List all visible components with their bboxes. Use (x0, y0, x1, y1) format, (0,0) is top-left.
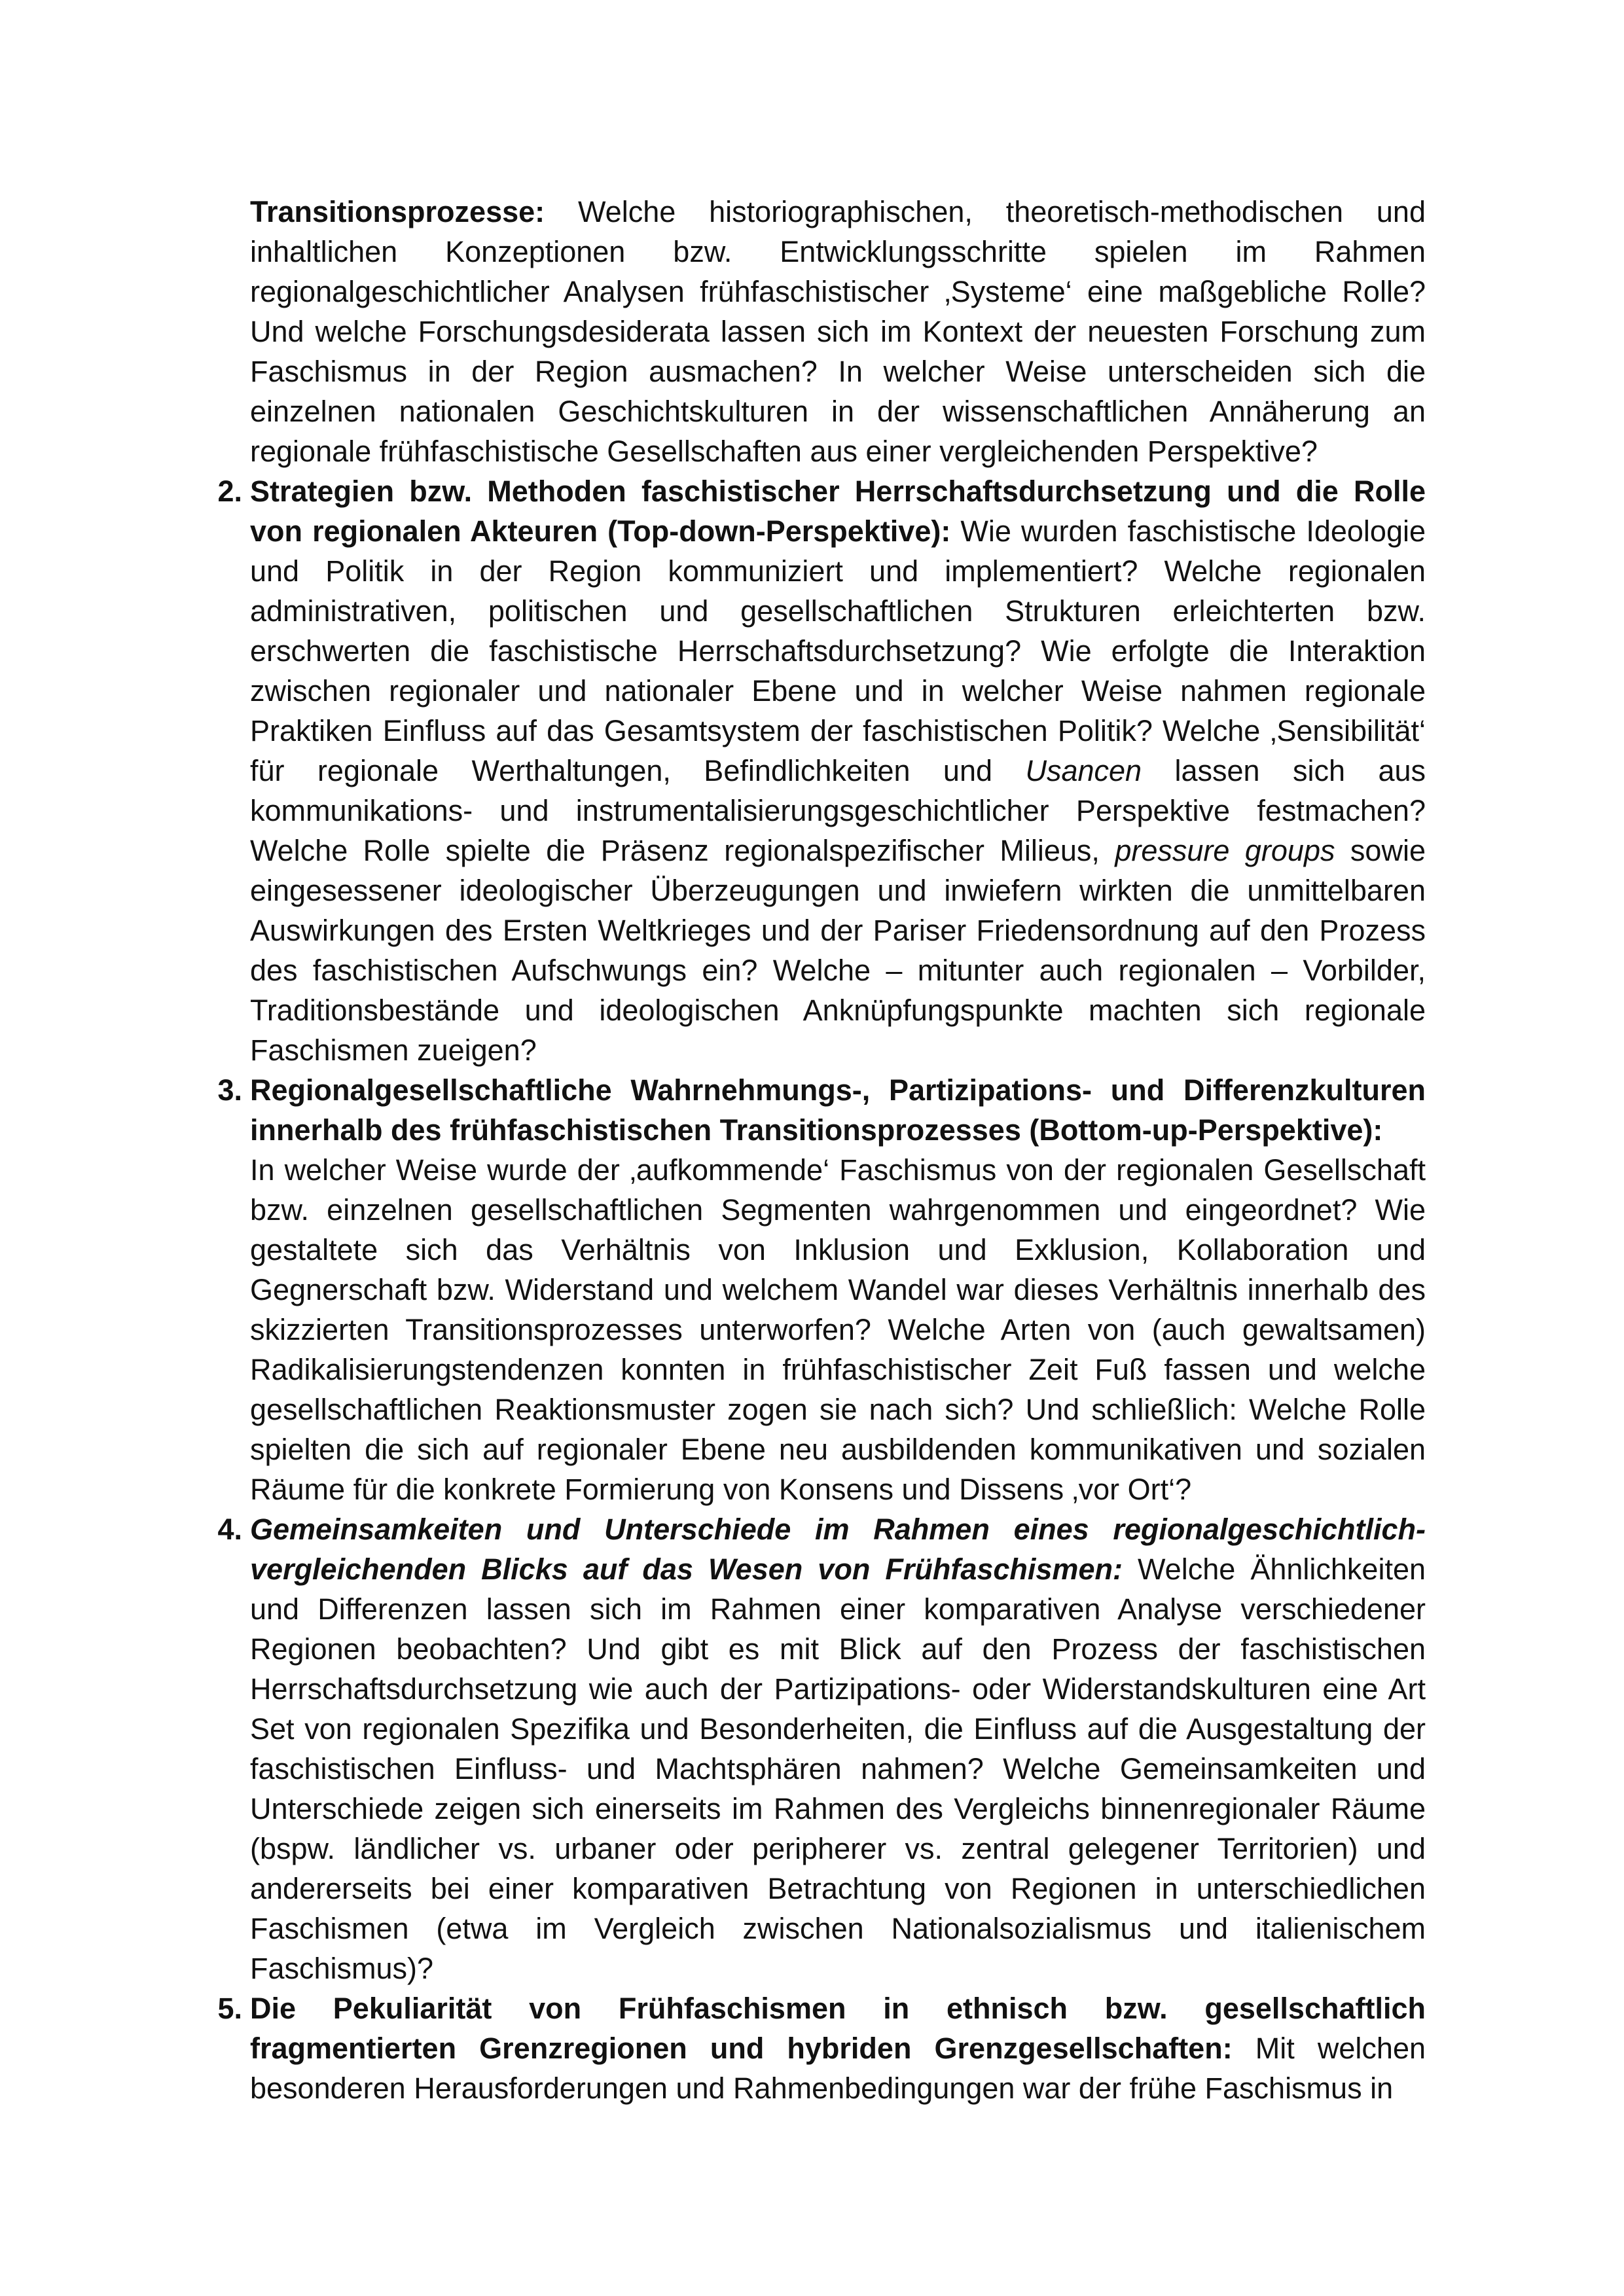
item-heading: Gemeinsamkeiten und Unterschiede im Rahmen eines regionalgeschichtlich-vergleichenden Blicks auf das Wesen von Frühfaschismen: (250, 1513, 1426, 1586)
item-body: Mit welchen besonderen Herausforderungen und Rahmenbedingungen war der frühe Faschismus in (250, 2032, 1426, 2105)
paragraph (250, 192, 1426, 471)
list-item-1-continuation (196, 192, 1426, 471)
item-body: Wie wurden faschistische Ideologie und Politik in der Region kommuniziert und implementiert? Welche regionalen administrativen, politischen und gesellschaftlichen Strukturen erleichterten bzw. erschwerten die faschistische Herrschaftsdurchsetzung? Wie erfolgte die Interaktion zwischen regionaler und nationaler Ebene und in welcher Weise nahmen regionale Praktiken Einfluss auf das Gesamtsystem der faschistischen Politik? Welche ‚Sensibilität‘ für regionale Werthaltungen, Befindlichkeiten und (250, 514, 1426, 787)
italic-term: pressure groups (1115, 834, 1335, 867)
list-number: 2. (217, 475, 242, 508)
item-heading: Die Pekuliarität von Frühfaschismen in ethnisch bzw. gesellschaftlich fragmentierten Grenzregionen und hybriden Grenzgesellschaften: (250, 1992, 1426, 2065)
list-item-2 (196, 471, 1426, 1070)
list-number: 3. (217, 1073, 242, 1107)
item-body: lassen sich aus kommunikations- und instrumentalisierungsgeschichtlicher Perspektive festmachen? Welche Rolle spielte die Präsenz regionalspezifischer Milieus, (250, 754, 1426, 867)
item-heading: Transitionsprozesse: (250, 195, 545, 228)
paragraph (250, 471, 1426, 1070)
item-body: In welcher Weise wurde der ‚aufkommende‘ Faschismus von der regionalen Gesellschaft bzw. einzelnen gesellschaftlichen Segmenten wahrgenommen und eingeordnet? Wie gestaltete sich das Verhältnis von Inklusion und Exklusion, Kollaboration und Gegnerschaft bzw. Widerstand und welchem Wandel war dieses Verhältnis innerhalb des skizzierten Transitionsprozesses unterworfen? Welche Arten von (auch gewaltsamen) Radikalisierungstendenzen konnten in frühfaschistischer Zeit Fuß fassen und welche gesellschaftlichen Reaktionsmuster zogen sie nach sich? Und schließlich: Welche Rolle spielten die sich auf regionaler Ebene neu ausbildenden kommunikativen und sozialen Räume für die konkrete Formierung von Konsens und Dissens ‚vor Ort‘? (250, 1153, 1426, 1506)
paragraph (250, 1988, 1426, 2108)
item-heading: Strategien bzw. Methoden faschistischer Herrschaftsdurchsetzung und die Rolle von regionalen Akteuren (Top-down-Perspektive): (250, 475, 1426, 548)
list-item-3 (196, 1070, 1426, 1509)
document-body (196, 192, 1426, 2108)
item-body: sowie eingesessener ideologischer Überzeugungen und inwiefern wirkten die unmittelbaren Auswirkungen des Ersten Weltkrieges und der Pariser Friedensordnung auf den Prozess des faschistischen Aufschwungs ein? Welche – mitunter auch regionalen – Vorbilder, Traditionsbestände und ideologischen Anknüpfungspunkte machten sich regionale Faschismen zueigen? (250, 834, 1426, 1067)
list-number: 4. (217, 1513, 242, 1546)
list-number: 5. (217, 1992, 242, 2025)
paragraph (250, 1509, 1426, 1988)
list-item-5 (196, 1988, 1426, 2108)
item-body: Welche historiographischen, theoretisch-methodischen und inhaltlichen Konzeptionen bzw. Entwicklungsschritte spielen im Rahmen regionalgeschichtlicher Analysen frühfaschistischer ‚Systeme‘ eine maßgebliche Rolle? Und welche Forschungsdesiderata lassen sich im Kontext der neuesten Forschung zum Faschismus in der Region ausmachen? In welcher Weise unterscheiden sich die einzelnen nationalen Geschichtskulturen in der wissenschaftlichen Annäherung an regionale frühfaschistische Gesellschaften aus einer vergleichenden Perspektive? (250, 195, 1426, 468)
item-body: Welche Ähnlichkeiten und Differenzen lassen sich im Rahmen einer komparativen Analyse verschiedener Regionen beobachten? Und gibt es mit Blick auf den Prozess der faschistischen Herrschaftsdurchsetzung wie auch der Partizipations- oder Widerstandskulturen eine Art Set von regionalen Spezifika und Besonderheiten, die Einfluss auf die Ausgestaltung der faschistischen Einfluss- und Machtsphären nahmen? Welche Gemeinsamkeiten und Unterschiede zeigen sich einerseits im Rahmen des Vergleichs binnenregionaler Räume (bspw. ländlicher vs. urbaner oder peripherer vs. zentral gelegener Territorien) und andererseits bei einer komparativen Betrachtung von Regionen in unterschiedlichen Faschismen (etwa im Vergleich zwischen Nationalsozialismus und italienischem Faschismus)? (250, 1552, 1426, 1985)
paragraph (250, 1070, 1426, 1509)
item-heading: Regionalgesellschaftliche Wahrnehmungs-, Partizipations- und Differenzkulturen innerhalb des frühfaschistischen Transitionsprozesses (Bottom-up-Perspektive): (250, 1073, 1426, 1147)
italic-term: Usancen (1025, 754, 1142, 787)
list-item-4 (196, 1509, 1426, 1988)
